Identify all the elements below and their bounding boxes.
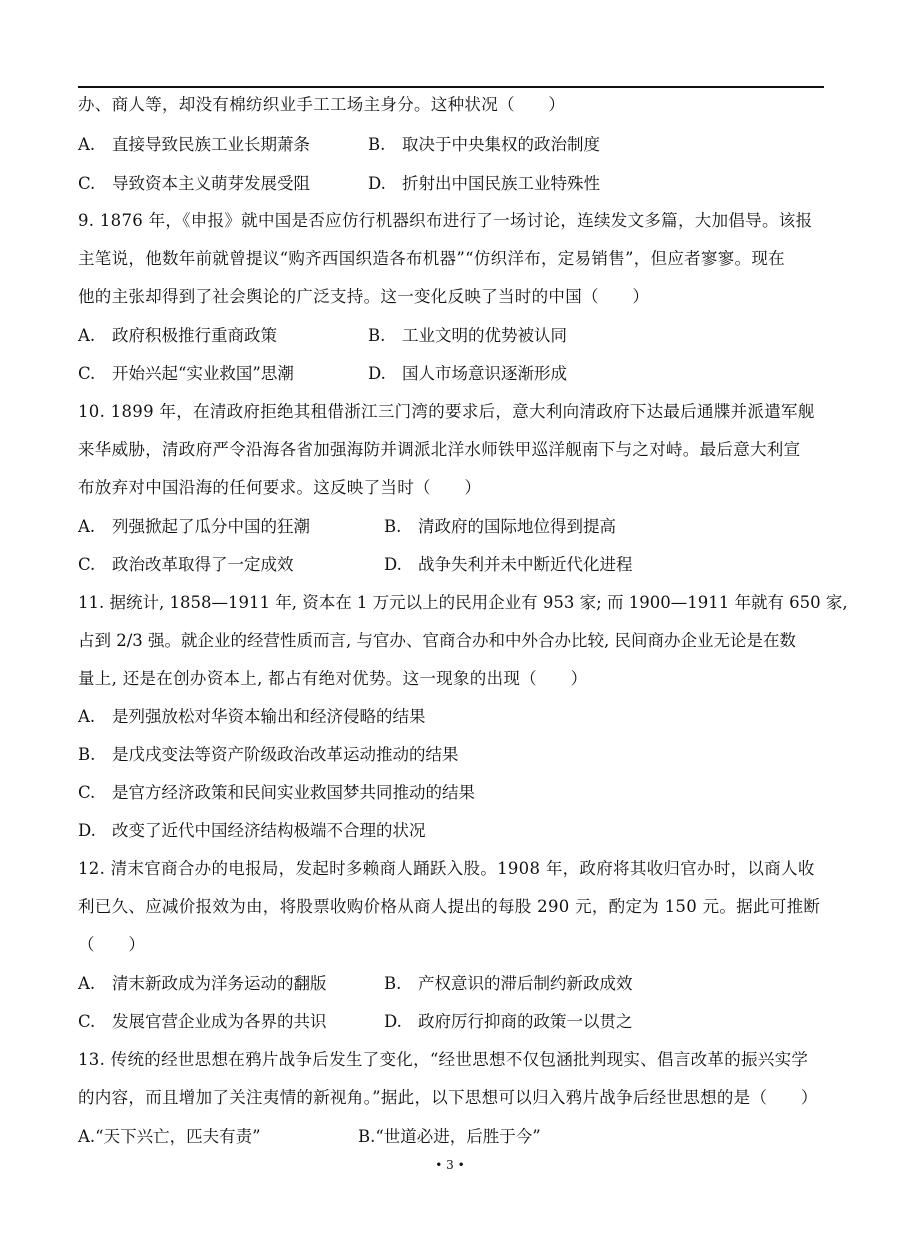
q8-option-c[interactable]: C. 导致资本主义萌芽发展受阻	[78, 174, 310, 193]
q10-option-c[interactable]: C. 政治改革取得了一定成效	[78, 555, 294, 574]
q11-option-d[interactable]: D. 改变了近代中国经济结构极端不合理的状况	[78, 821, 426, 840]
q11-stem-line-3: 量上, 还是在创办资本上, 都占有绝对优势。这一现象的出现（ ）	[78, 669, 588, 688]
q9-option-c[interactable]: C. 开始兴起“实业救国”思潮	[78, 364, 294, 383]
q12-option-d[interactable]: D. 政府厉行抑商的政策一以贯之	[384, 1012, 633, 1031]
q13-option-a[interactable]: A.“天下兴亡，匹夫有责”	[78, 1127, 261, 1146]
q12-option-b[interactable]: B. 产权意识的滞后制约新政成效	[384, 974, 633, 993]
q10-stem-line-3: 布放弃对中国沿海的任何要求。这反映了当时（ ）	[78, 478, 482, 497]
q11-option-c[interactable]: C. 是官方经济政策和民间实业救国梦共同推动的结果	[78, 783, 475, 802]
q13-stem-line-1: 13. 传统的经世思想在鸦片战争后发生了变化，“经世思想不仅包涵批判现实、倡言改革的振兴实学	[78, 1050, 809, 1069]
q11-stem-line-2: 占到 2/3 强。就企业的经营性质而言, 与官办、官商合办和中外合办比较, 民间商办企业无论是在数	[78, 631, 797, 650]
q8-option-a[interactable]: A. 直接导致民族工业长期萧条	[78, 135, 310, 154]
q13-option-b[interactable]: B.“世道必进，后胜于今”	[358, 1127, 541, 1146]
q9-option-a[interactable]: A. 政府积极推行重商政策	[78, 326, 277, 345]
q8-option-d[interactable]: D. 折射出中国民族工业特殊性	[368, 174, 600, 193]
q11-option-a[interactable]: A. 是列强放松对华资本输出和经济侵略的结果	[78, 707, 426, 726]
q9-option-d[interactable]: D. 国人市场意识逐渐形成	[368, 364, 567, 383]
q12-option-a[interactable]: A. 清末新政成为洋务运动的翻版	[78, 974, 327, 993]
q12-option-c[interactable]: C. 发展官营企业成为各界的共识	[78, 1012, 327, 1031]
header-rule	[78, 86, 824, 88]
q12-stem-line-1: 12. 清末官商合办的电报局，发起时多赖商人踊跃入股。1908 年，政府将其收归官办时，以商人收	[78, 859, 815, 878]
q8-stem-continuation: 办、商人等，却没有棉纺织业手工工场主身分。这种状况（ ）	[78, 95, 566, 114]
q9-stem-line-1: 9. 1876 年，《申报》就中国是否应仿行机器织布进行了一场讨论，连续发文多篇，大加倡导。该报	[78, 211, 813, 230]
q11-stem-line-1: 11. 据统计, 1858—1911 年, 资本在 1 万元以上的民用企业有 953 家; 而 1900—1911 年就有 650 家,	[78, 593, 848, 612]
q11-option-b[interactable]: B. 是戊戌变法等资产阶级政治改革运动推动的结果	[78, 745, 459, 764]
q10-option-d[interactable]: D. 战争失利并未中断近代化进程	[384, 555, 633, 574]
q9-option-b[interactable]: B. 工业文明的优势被认同	[368, 326, 567, 345]
q12-stem-line-2: 利已久、应减价报效为由，将股票收购价格从商人提出的每股 290 元，酌定为 150 元。据此可推断	[78, 897, 821, 916]
page-number: • 3 •	[435, 1158, 465, 1172]
q10-option-a[interactable]: A. 列强掀起了瓜分中国的狂潮	[78, 517, 310, 536]
q12-stem-line-3: （ ）	[78, 935, 146, 954]
q9-stem-line-2: 主笔说，他数年前就曾提议“购齐西国织造各布机器”“仿织洋布，定易销售”，但应者寥寥。现在	[78, 249, 785, 268]
q8-option-b[interactable]: B. 取决于中央集权的政治制度	[368, 135, 600, 154]
q10-stem-line-1: 10. 1899 年，在清政府拒绝其租借浙江三门湾的要求后，意大利向清政府下达最后通牒并派遣军舰	[78, 402, 815, 421]
q10-option-b[interactable]: B. 清政府的国际地位得到提高	[384, 517, 616, 536]
q13-stem-line-2: 的内容，而且增加了关注夷情的新视角。”据此，以下思想可以归入鸦片战争后经世思想的是（ ）	[78, 1088, 818, 1107]
q9-stem-line-3: 他的主张却得到了社会舆论的广泛支持。这一变化反映了当时的中国（ ）	[78, 287, 650, 306]
q10-stem-line-2: 来华威胁，清政府严令沿海各省加强海防并调派北洋水师铁甲巡洋舰南下与之对峙。最后意大利宣	[78, 440, 801, 459]
